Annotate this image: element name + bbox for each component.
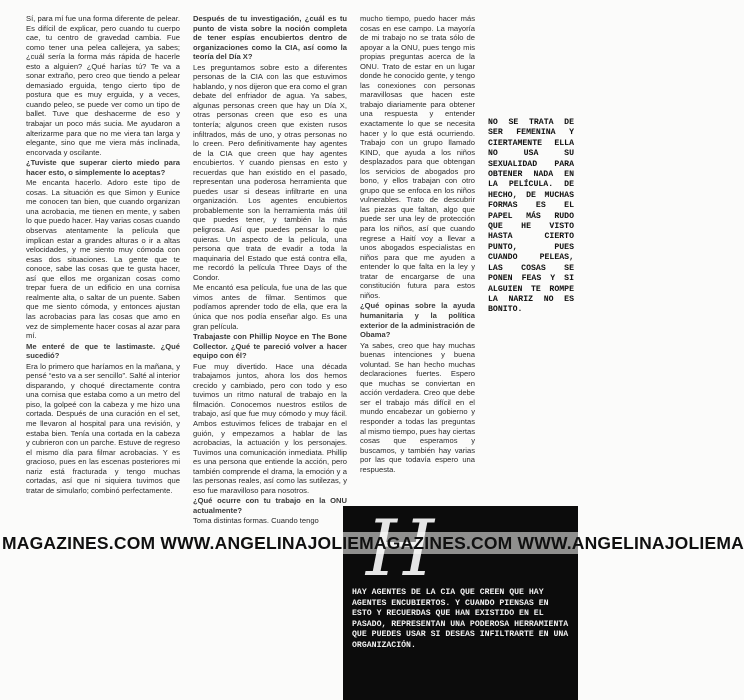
interview-paragraph: Les preguntamos sobre esto a diferentes personas de la CIA con las que estuvimos hablando, y nos dijeron que era como el gran debate del enfriador de agua. Ya sabes, algunas personas creen que hay un Día X, otras personas creen que eso es una tontería; algunos creen que existen rusos infiltrados, más de uno, y otras personas no lo creen. Pero definitivamente hay agentes de la CIA que creen que hay agentes encubiertos. Y cuando piensas en esto y recuerdas que han existido en el pasado, representan una poderosa herramienta que puedes usar si deseas infiltrarte en una organización. Los agentes encubiertos probablemente son la herramienta más útil que puedes tener, y también la más peligrosa. Así que puedes pensar lo que quieras. Un aspecto de la película, una persona que trata de evadir a toda la maquinaria del Estado que está contra ella, me recordó la película Three Days of the Condor. [193, 62, 347, 282]
article-column-3 [360, 14, 475, 544]
interview-paragraph: Fue muy divertido. Hace una década trabajamos juntos, ahora los dos hemos crecido y cambiado, pero con todo y eso tuvimos un ritmo natural de trabajo en la filmación. Conocemos nuestros estilos de trabajo, así que fue muy cómodo y muy fácil. Ambos estuvimos felices de trabajar en el guión, y empezamos a hablar de las acrobacias, la actuación y los personajes. Tuvimos una comunicación inmediata. Phillip es una persona que entiende la acción, pero también comprende el drama, la emoción y a las personas reales, así como las sutilezas, y eso fue maravilloso para nosotros. [193, 361, 347, 495]
interview-question: Me enteré de que te lastimaste. ¿Qué sucedió? [26, 341, 180, 361]
watermark-banner [0, 532, 744, 554]
interview-question: ¿Tuviste que superar cierto miedo para hacer esto, o simplemente lo aceptas? [26, 158, 180, 177]
interview-paragraph: Ya sabes, creo que hay muchas buenas intenciones y buena voluntad. Se han hecho muchas declaraciones fuertes. Espero que muchas se conviertan en acción verdadera. Creo que debe ser el trabajo más difícil en el mundo encabezar un gobierno y responder a todas las preguntas al mismo tiempo, pues hay ciertas cosas que esperamos y buscamos, y también hay varias por las que todavía espero una respuesta. [360, 340, 475, 474]
interview-paragraph: Toma distintas formas. Cuando tengo [193, 516, 319, 526]
interview-paragraph: Me encantó esa película, fue una de las que vimos antes de filmar. Sentimos que podíamos aprender todo de ella, que era la única que nos podía enseñar algo. Es una gran película. [193, 283, 347, 331]
interview-question: Trabajaste con Phillip Noyce en The Bone Collector. ¿Qué te pareció volver a hacer equipo con él? [193, 332, 347, 361]
quote-box-text: HAY AGENTES DE LA CIA QUE CREEN QUE HAY AGENTES ENCUBIERTOS. Y CUANDO PIENSAS EN ESTO Y RECUERDAS QUE HAN EXISTIDO EN EL PASADO, REPRESENTAN UNA PODEROSA HERRAMIENTA QUE PUEDES USAR SI DESEAS INFILTRARTE EN UNA ORGANIZACIÓN. [352, 588, 569, 650]
interview-question: ¿Qué opinas sobre la ayuda humanitaria y la política exterior de la administración de Obama? [360, 301, 475, 340]
interview-paragraph: Sí, para mí fue una forma diferente de pelear. Es difícil de explicar, pero cuando tu cuerpo cae, tu centro de gravedad cambia. Fue como tener una pelea callejera, ya sabes; ¿cuál sería la forma más rápida de hacerle esto a alguien? ¿Qué harías tú? Te va a sonar extraño, pero creo que tiendo a pelear demasiado erguida, tengo cierto tipo de postura que es muy erguida, y a veces, cuando peleo, se puede ver como un tipo de ballet. Tuve que deshacerme de eso y trabajar un poco más sucia. Me ayudaron a alterizarme para que no me viera tan larga y elegante, sino que me viera más inclinada, encorvada y oscilante. [26, 14, 180, 157]
interview-question: ¿Qué ocurre con tu trabajo en la ONU actualmente? [193, 496, 347, 515]
interview-paragraph: Era lo primero que haríamos en la mañana, y pensé “esto va a ser sencillo”. Salté al interior disparando, y choqué directamente contra una cornisa que estaba como a un metro del piso, la golpeé con la cabeza y me hizo una cortada. Después de una curación en el set, me llevaron al hospital para una revisión, y estaba bien. Tenía una cortada en la cabeza y cubrieron con un parche. Estuve de regreso el mismo día para filmar acrobacias. Y es gracioso, pues en las escenas posteriores mi nariz está fracturada y tengo muchas cortadas, así que ni siquiera tuvimos que tratar de simularlo; combinó perfectamente. [26, 361, 180, 495]
interview-paragraph: Me encanta hacerlo. Adoro este tipo de cosas. La situación es que Simon y Eunice me conocen tan bien, que cuando organizan una acrobacia, me tienen en mente, y saben lo que puedo hacer. Hay varias cosas cuando observas atentamente la película que implican estar a grandes alturas o ir a altas velocidades, y me siento muy cómoda con esas dos situaciones. La gente que te conoce, sabe las cosas que te gusta hacer, así que ellos me organizan cosas como trepar fuera de un edificio en una cornisa realmente alta, o saltar de un puente. Saben que me siento cómoda, y entonces ajustan las acrobacias para las cosas que amo en vez de simplemente hacer cosas al azar para mí. [26, 178, 180, 341]
watermark-text: MAGAZINES.COM WWW.ANGELINAJOLIEMAGAZINES.COM WWW.ANGELINAJOLIEMA [2, 533, 744, 553]
interview-paragraph: mucho tiempo, puedo hacer más cosas en ese campo. La mayoría de mi trabajo no se trata sólo de apoyar a la ONU, pues tengo mis propias preguntas acerca de la ONU. Trato de estar en un lugar donde he conocido gente, y tengo las conexiones con personas maravillosas que hacen este trabajo diariamente para obtener una respuesta y entender exactamente lo que se necesita hacer y lo que está ocurriendo. Trabajo con un grupo llamado KIND, que ayuda a los niños desplazados para que obtengan los servicios de abogados pro bono, y ellos trabajan con otro grupo que se enfoca en los niños vulnerables. Trato de descubrir las piezas que faltan, algo que puede ser una ley de protección para los niños, así que cuando regrese a Haití voy a llevar a unos abogados especialistas en niños para que me ayuden a entender lo que falta en la ley y tratar de encargarse de una constitución futura para estos niños. [360, 14, 475, 300]
article-column-2 [193, 14, 347, 679]
article-column-1 [26, 14, 180, 679]
pull-quote-right: NO SE TRATA DE SER FEMENINA Y CIERTAMENTE ELLA NO USA SU SEXUALIDAD PARA OBTENER NADA EN LA PELÍCULA. DE HECHO, DE MUCHAS FORMAS ES EL PAPEL MÁS RUDO QUE HE VISTO HASTA CIERTO PUNTO, PUES CUANDO PELEAS, LAS COSAS SE PONEN FEAS Y SI ALGUIEN TE ROMPE LA NARIZ NO ES BONITO. [488, 118, 574, 315]
interview-question: Después de tu investigación, ¿cuál es tu punto de vista sobre la noción completa de tener espías encubiertos dentro de organizaciones como la CIA, así como la teoría del Día X? [193, 14, 347, 62]
